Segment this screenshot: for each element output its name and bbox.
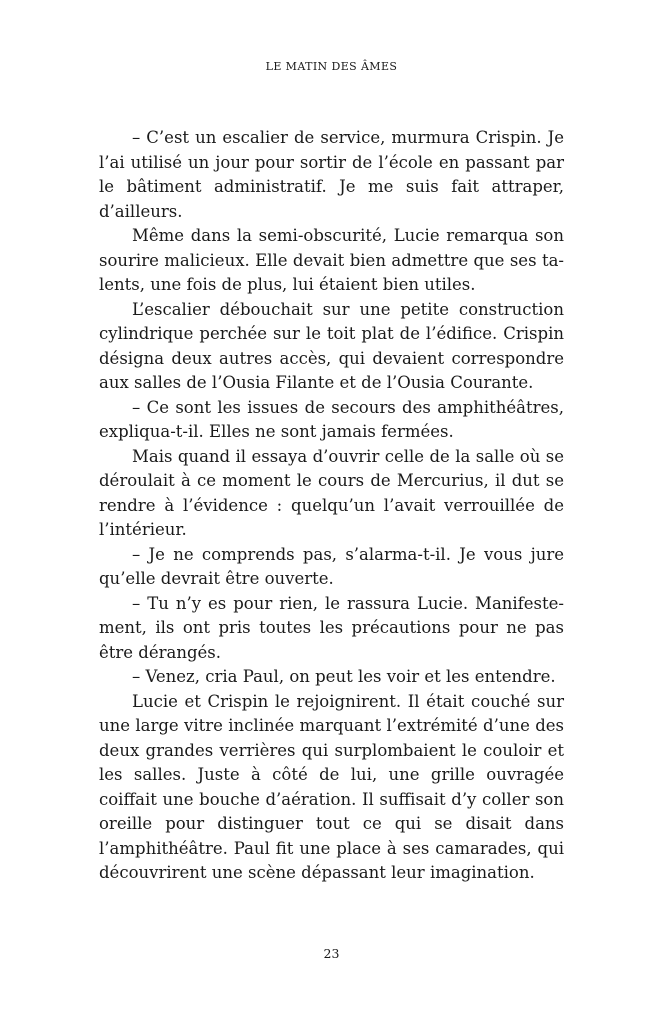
paragraph: – Je ne comprends pas, s’alarma-t-il. Je vous jure qu’elle devrait être ouverte. bbox=[99, 544, 564, 588]
paragraph: Lucie et Crispin le rejoignirent. Il était couché sur une large vitre inclinée marquant l’extrémité d’une des deux grandes verrières qui surplombaient le couloir et les salles. Juste à côté de lui, une grille ouvragée coiffait une bouche d’aération. Il suffisait d’y coller son oreille pour distinguer tout ce qui se disait dans l’amphithéâtre. Paul fit une place à ses camarades, qui découvrirent une scène dépassant leur imagination. bbox=[99, 691, 564, 882]
paragraph: – Ce sont les issues de secours des amphithéâtres, expliqua-t-il. Elles ne sont jamais fermées. bbox=[99, 397, 564, 441]
running-head: LE MATIN DES ÂMES bbox=[265, 60, 398, 73]
paragraph: L’escalier débouchait sur une petite construction cylindrique perchée sur le toit plat de l’édifice. Crispin désigna deux autres accès, qui devaient correspondre aux salles de l’Ousia Filante et de l’Ousia Courante. bbox=[99, 299, 564, 392]
paragraph: – Venez, cria Paul, on peut les voir et les entendre. bbox=[132, 667, 556, 686]
page-number: 23 bbox=[323, 946, 340, 961]
paragraph: – Tu n’y es pour rien, le rassura Lucie. Manifestement, ils ont pris toutes les précautions pour ne pas être dérangés. bbox=[99, 593, 564, 662]
paragraph: – C’est un escalier de service, murmura Crispin. Je l’ai utilisé un jour pour sortir de l’école en passant par le bâtiment administratif. Je me suis fait attraper, d’ailleurs. bbox=[99, 128, 564, 221]
text-block bbox=[99, 126, 564, 886]
paragraph: Même dans la semi-obscurité, Lucie remarqua son sourire malicieux. Elle devait bien admettre que ses talents, une fois de plus, lui étaient bien utiles. bbox=[99, 226, 564, 294]
paragraph: Mais quand il essaya d’ouvrir celle de la salle où se déroulait à ce moment le cours de Mercurius, il dut se rendre à l’évidence : quelqu’un l’avait verrouillée de l’intérieur. bbox=[99, 446, 564, 539]
